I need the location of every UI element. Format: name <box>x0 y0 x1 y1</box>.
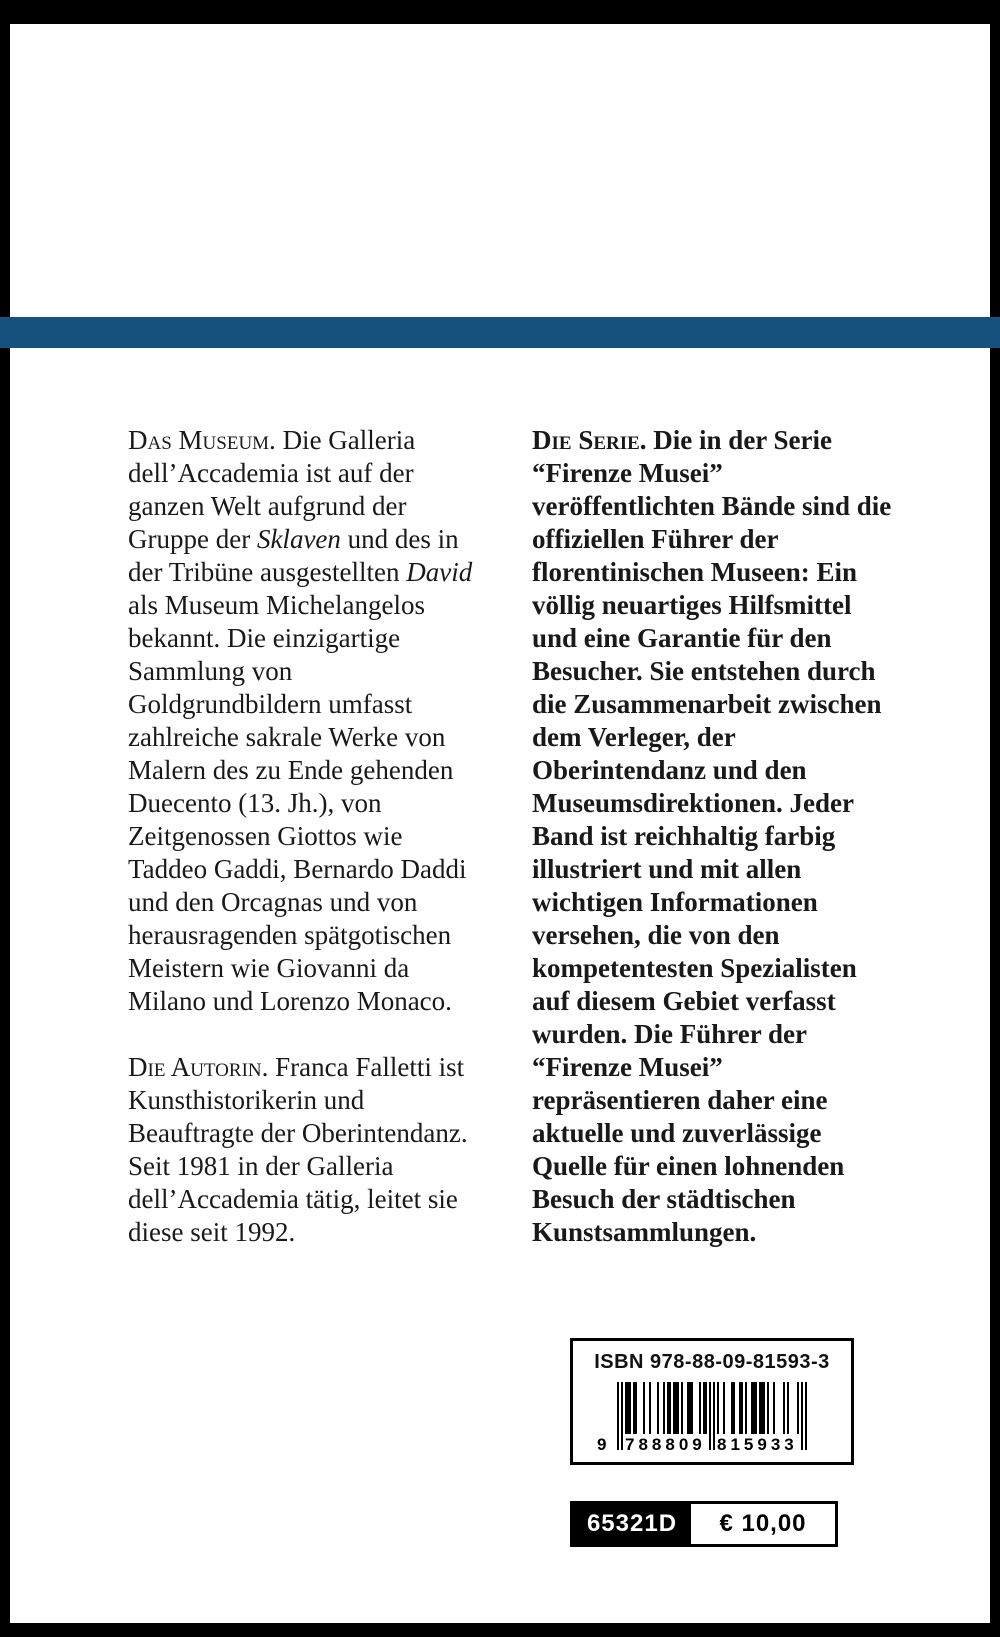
museum-paragraph <box>128 424 484 1018</box>
author-text: Franca Falletti ist Kunsthistorikerin und Beauftragte der Oberintendanz. Seit 1981 in der Galleria dell’Accademia tätig, leitet sie diese seit 1992. <box>128 1052 468 1247</box>
isbn-box <box>570 1338 854 1465</box>
series-color-band <box>0 317 1000 348</box>
museum-text-2: und des in der Tribüne ausgestellten <box>128 524 459 587</box>
right-column <box>532 424 892 1249</box>
author-heading: Die Autorin. <box>128 1052 269 1082</box>
left-column <box>128 424 484 1249</box>
isbn-label: ISBN 978-88-09-81593-3 <box>594 1351 830 1373</box>
price-box <box>570 1501 838 1547</box>
author-paragraph <box>128 1051 484 1249</box>
museum-title-sklaven: Sklaven <box>256 524 341 554</box>
book-back-cover <box>10 24 990 1623</box>
museum-text-1: Die Galleria dell’Accademia ist auf der ganzen Welt aufgrund der Gruppe der <box>128 425 416 554</box>
barcode-digits-group1: 788809 <box>625 1435 706 1454</box>
series-heading: Die Serie. <box>532 425 647 455</box>
barcode <box>597 1382 807 1456</box>
museum-heading: Das Museum. <box>128 425 276 455</box>
price-amount: € 10,00 <box>719 1510 807 1537</box>
museum-title-david: David <box>406 557 473 587</box>
edition-code: 65321D <box>573 1504 691 1544</box>
series-paragraph <box>532 424 892 1249</box>
series-text: Die in der Serie “Firenze Musei” veröffentlichten Bände sind die offiziellen Führer der florentinischen Museen: Ein völlig neuartiges Hilfsmittel und eine Garantie für den Besucher. Sie entstehen durch die Zusammenarbeit zwischen dem Verleger, der Oberintendanz und den Museumsdirektionen. Jeder Band ist reichhaltig farbig illustriert und mit allen wichtigen Informationen versehen, die von den kompetentesten Spezialisten auf diesem Gebiet verfasst wurden. Die Führer der “Firenze Musei” repräsentieren daher eine aktuelle und zuverlässige Quelle für einen lohnenden Besuch der städtischen Kunstsammlungen. <box>532 425 892 1247</box>
text-columns <box>128 424 900 1249</box>
barcode-digits-group2: 815933 <box>717 1435 798 1454</box>
barcode-digit-first: 9 <box>597 1435 607 1454</box>
museum-text-3: als Museum Michelangelos bekannt. Die einzigartige Sammlung von Goldgrundbildern umfasst zahlreiche sakrale Werke von Malern des zu Ende gehenden Duecento (13. Jh.), von Zeitgenossen Giottos wie Taddeo Gaddi, Bernardo Daddi und den Orcagnas und von herausragenden spätgotischen Meistern wie Giovanni da Milano und Lorenzo Monaco. <box>128 590 467 1016</box>
